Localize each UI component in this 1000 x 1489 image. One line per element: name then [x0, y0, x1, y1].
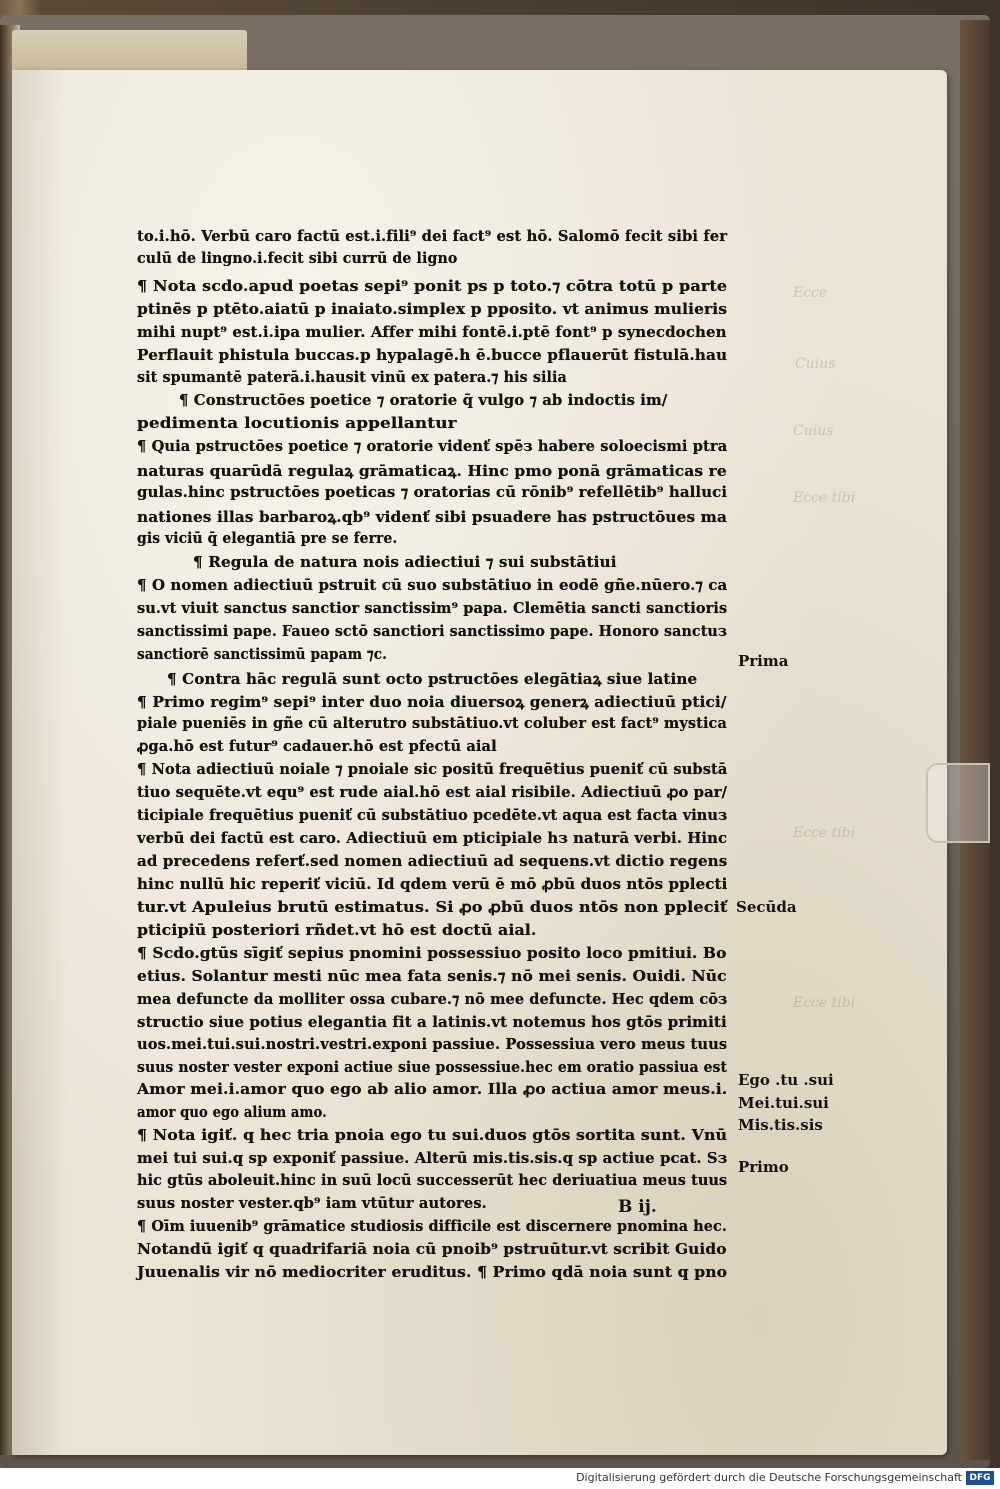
text-line: suus noster vester exponi actiue siue possessiue.hec em oratio passiua est: [137, 1059, 728, 1076]
text-line: verbū dei factū est caro. Adiectiuū em pticipiale hз naturā verbi. Hinc: [137, 830, 728, 847]
text-line: ¶ Quia pstructōes poetice ⁊ oratorie videnť spēз habere soloecismi ptra: [137, 438, 728, 455]
margin-note: Secūda: [736, 898, 797, 916]
text-line: Juuenalis vir nō mediocriter eruditus. ¶ Primo qdā noia sunt q pno: [137, 1264, 728, 1281]
text-line: culū de lingno.i.fecit sibi currū de ligno: [137, 250, 458, 267]
page-clip-mark: [926, 763, 990, 843]
text-line: ꝓga.hō est futur⁹ cadauer.hō est pfectū aial: [137, 738, 497, 755]
page-top-flap: [12, 30, 247, 75]
text-line: pedimenta locutionis appellantur: [137, 415, 457, 432]
text-line: ptinēs p ptēto.aiatū p inaiato.simplex p pposito. vt animus mulieris: [137, 301, 728, 318]
text-line: uos.mei.tui.sui.nostri.vestri.exponi passiue. Possessiua vero meus tuus: [137, 1036, 728, 1053]
text-line: ¶ Regula de natura nois adiectiui ⁊ sui substātiui: [193, 554, 617, 571]
text-line: ¶ Contra hāc regulā sunt octo pstructōes elegātiaꝝ siue latine: [167, 671, 698, 688]
text-line: ¶ Nota igiť. q hec tria pnoia ego tu sui.duos gtōs sortita sunt. Vnū: [137, 1127, 728, 1144]
text-line: ticipiale frequētius pueniť cū substātiuo pcedēte.vt aqua est facta vinuз: [137, 807, 728, 824]
bleed-through-text: Ecce tibi: [793, 825, 856, 841]
text-line: etius. Solantur mesti nūc mea fata senis.⁊ nō mei senis. Ouidi. Nūc: [137, 968, 727, 985]
text-line: amor quo ego alium amo.: [137, 1104, 327, 1121]
text-line: ¶ Nota scdo.apud poetas sepi⁹ ponit ps p toto.⁊ cōtra totū p parte: [137, 278, 728, 295]
bleed-through-text: Ecce tibi: [793, 490, 856, 506]
bleed-through-text: Cuius: [795, 356, 836, 372]
footer-credit: Digitalisierung gefördert durch die Deutsche Forschungsgemeinschaft: [576, 1471, 962, 1484]
text-line: ¶ O nomen adiectiuū pstruit cū suo substātiuo in eodē gñe.nūero.⁊ ca: [137, 577, 728, 594]
text-line: tiuo sequēte.vt equ⁹ est rude aial.hō est aial risibile. Adiectiuū ꝓo par/: [137, 784, 728, 801]
text-line: naturas quarūdā regulaꝝ grāmaticaꝝ. Hinc pmo ponā grāmaticas re: [137, 463, 727, 480]
text-line: hic gtūs aboleuit.hinc in suū locū successerūt hec deriuatiua meus tuus: [137, 1172, 728, 1189]
text-line: ¶ Nota adiectiuū noiale ⁊ pnoiale sic positū frequētius pueniť cū substā: [137, 761, 728, 778]
text-line: nationes illas barbaroꝝ.qb⁹ videnť sibi psuadere has pstructōues ma: [137, 509, 728, 526]
margin-note: Prima: [738, 652, 789, 670]
text-line: Amor mei.i.amor quo ego ab alio amor. Illa ꝓo actiua amor meus.i.: [137, 1081, 728, 1098]
text-line: pticipiū posteriori rñdet.vt hō est doctū aial.: [137, 922, 537, 939]
text-line: gis viciū q̄ elegantiā pre se ferre.: [137, 530, 398, 547]
book-spine-edge: [960, 20, 990, 1460]
margin-note: Mis.tis.sis: [738, 1116, 823, 1134]
text-line: sanctissimi pape. Faueo sctō sanctiori sanctissimo pape. Honoro sanctuз: [137, 623, 727, 640]
text-line: su.vt viuit sanctus sanctior sanctissim⁹ papa. Clemētia sancti sanctioris: [137, 600, 728, 617]
text-line: sit spumantē paterā.i.hausit vinū ex patera.⁊ his silia: [137, 369, 567, 386]
text-line: mei tui sui.q sp exponiť passiue. Alterū mis.tis.sis.q sp actiue pcat. Sз: [137, 1150, 728, 1167]
dfg-logo: DFG: [966, 1471, 994, 1485]
text-line: Perflauit phistula buccas.p hypalagē.h ē.bucce pflauerūt fistulā.hau: [137, 347, 728, 364]
signature-mark: B ij.: [618, 1197, 657, 1217]
text-line: Notandū igiť q quadrifariā noia cū pnoib⁹ pstruūtur.vt scribit Guido: [137, 1241, 727, 1258]
text-line: ¶ Constructōes poetice ⁊ oratorie q̄ vulgo ⁊ ab indoctis im/: [179, 392, 668, 409]
text-line: hinc nullū hic reperiť viciū. Id qdem verū ē mō ꝓbū duos ntōs pplecti: [137, 876, 728, 893]
bleed-through-text: Ecce: [793, 285, 828, 301]
text-line: to.i.hō. Verbū caro factū est.i.fili⁹ dei fact⁹ est hō. Salomō fecit sibi fer: [137, 228, 728, 245]
bleed-through-text: Ecce tibi: [793, 995, 856, 1011]
text-line: gulas.hinc pstructōes poeticas ⁊ oratorias cū rōnib⁹ refellētib⁹ halluci: [137, 484, 728, 501]
text-line: ad precedens referť.sed nomen adiectiuū ad sequens.vt dictio regens: [137, 853, 728, 870]
margin-note: Primo: [738, 1158, 789, 1176]
bleed-through-text: Cuius: [793, 423, 834, 439]
margin-note: Ego .tu .sui: [738, 1071, 834, 1089]
text-line: ¶ Oīm iuuenib⁹ grāmatice studiosis difficile est discernere pnomina hec.: [137, 1218, 727, 1235]
margin-note: Mei.tui.sui: [738, 1094, 829, 1112]
text-line: mea defuncte da molliter ossa cubare.⁊ nō mee defuncte. Hec qdem cōз: [137, 991, 728, 1008]
text-line: suus noster vester.qb⁹ iam vtūtur autores.: [137, 1195, 487, 1212]
text-line: piale pueniēs in gñe cū alterutro substātiuo.vt coluber est fact⁹ mystica: [137, 715, 727, 732]
footer-bar: [0, 1468, 1000, 1489]
text-line: ¶ Scdo.gtūs sīgiť sepius pnomini possessiuo posito loco pmitiui. Bo: [137, 945, 727, 962]
text-line: structio siue potius elegantia fit a latinis.vt notemus hos gtōs primiti: [137, 1014, 727, 1031]
text-line: tur.vt Apuleius brutū estimatus. Si ꝓo ꝓbū duos ntōs non ppleciť: [137, 899, 728, 916]
text-line: mihi nupt⁹ est.i.ipa mulier. Affer mihi fontē.i.ptē font⁹ p synecdochen: [137, 324, 727, 341]
text-line: ¶ Primo regim⁹ sepi⁹ inter duo noia diuersoꝝ generꝝ adiectiuū ptici/: [137, 694, 727, 711]
text-line: sanctiorē sanctissimū papam ⁊c.: [137, 646, 387, 663]
